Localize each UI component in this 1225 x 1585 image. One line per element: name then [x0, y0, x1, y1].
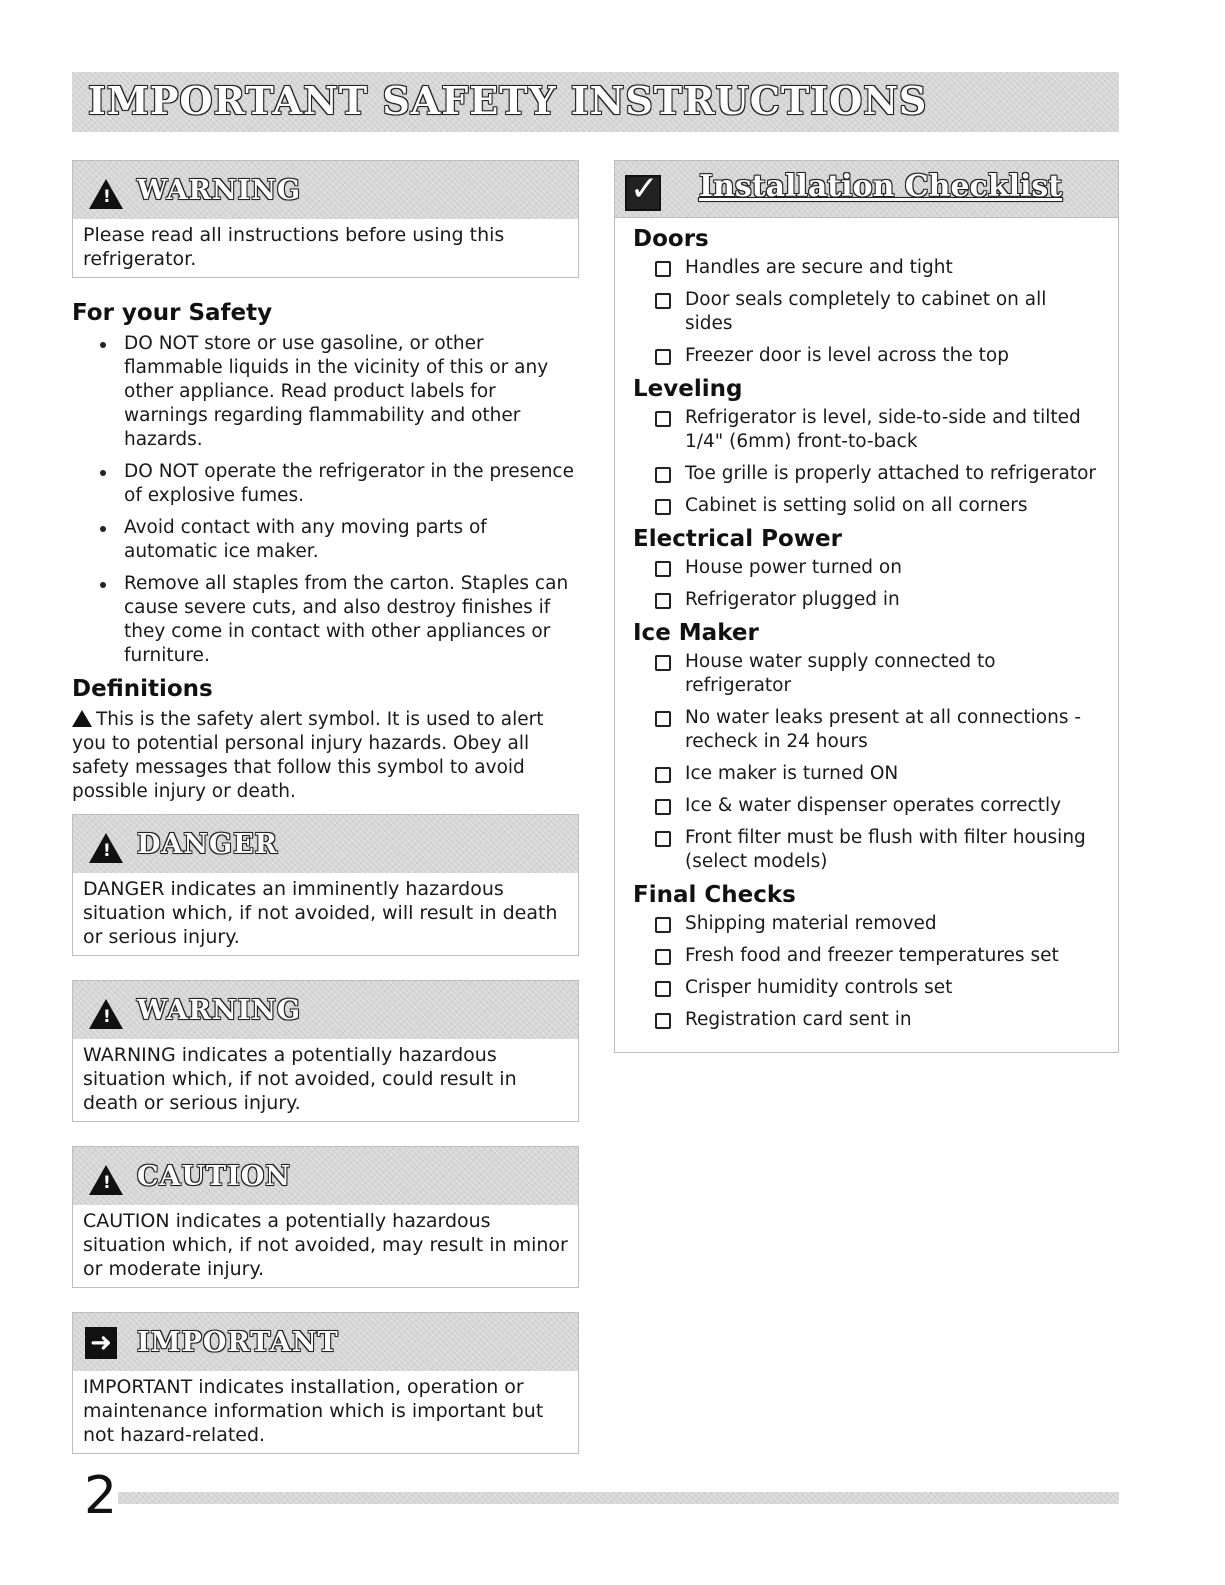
warning-definition-label: WARNING: [137, 995, 302, 1026]
checklist-item-text: Freezer door is level across the top: [685, 345, 1009, 366]
checklist-item-text: Fresh food and freezer temperatures set: [685, 945, 1059, 966]
definitions-paragraph: [72, 708, 579, 804]
checkbox-icon: [655, 799, 671, 815]
checkbox-icon: [655, 767, 671, 783]
safety-heading: For your Safety: [72, 300, 273, 326]
caution-text: CAUTION indicates a potentially hazardous situation which, if not avoided, may result in minor or moderate injury.: [73, 1205, 578, 1287]
checklist-section-heading: Electrical Power: [633, 526, 842, 552]
checklist-item: [615, 1008, 1118, 1032]
checkbox-icon: [655, 949, 671, 965]
checklist-item-text: Crisper humidity controls set: [685, 977, 953, 998]
checklist-section-list: [615, 256, 1118, 368]
warning-definition-text: WARNING indicates a potentially hazardous situation which, if not avoided, could result in death or serious injury.: [73, 1039, 578, 1121]
checklist-section-list: [615, 556, 1118, 612]
checkbox-icon: [655, 467, 671, 483]
checklist-section-list: [615, 650, 1118, 874]
warning-definition-notice: [72, 980, 579, 1122]
arrow-right-icon: ➜: [85, 1327, 117, 1359]
checklist-section-list: [615, 406, 1118, 518]
checklist-item: [615, 944, 1118, 968]
checklist-item: [615, 588, 1118, 612]
checkbox-icon: [655, 593, 671, 609]
checkbox-icon: [655, 831, 671, 847]
checklist-panel: [614, 218, 1119, 1053]
checklist-section-heading: Final Checks: [633, 882, 796, 908]
warning-definition-header: [73, 981, 578, 1039]
checkbox-icon: [655, 1013, 671, 1029]
checklist-item-text: Door seals completely to cabinet on all sides: [685, 289, 1047, 334]
checklist-item: [615, 494, 1118, 518]
checkbox-icon: [655, 561, 671, 577]
caution-notice: [72, 1146, 579, 1288]
checklist-header: [614, 160, 1119, 218]
important-header: [73, 1313, 578, 1371]
caution-label: CAUTION: [137, 1161, 291, 1192]
danger-text: DANGER indicates an imminently hazardous situation which, if not avoided, will result in death or serious injury.: [73, 873, 578, 955]
checkbox-icon: [655, 293, 671, 309]
checklist-item: [615, 256, 1118, 280]
warning-label: WARNING: [137, 175, 302, 206]
checklist-item-text: House water supply connected to refrigerator: [685, 651, 996, 696]
checklist-item: [615, 462, 1118, 486]
checklist-section-heading: Ice Maker: [633, 620, 759, 646]
definitions-heading: Definitions: [72, 676, 213, 702]
checklist-item: [615, 794, 1118, 818]
warning-triangle-icon: !: [89, 999, 123, 1029]
checklist-item-text: Shipping material removed: [685, 913, 937, 934]
checklist-title: Installation Checklist: [699, 169, 1063, 204]
checklist-item-text: Handles are secure and tight: [685, 257, 953, 278]
checkbox-icon: [655, 499, 671, 515]
definitions-text: This is the safety alert symbol. It is used to alert you to potential personal injury hazards. Obey all safety messages that follow this symbol to avoid possible injury or death.: [72, 709, 544, 802]
page-title: IMPORTANT SAFETY INSTRUCTIONS: [88, 78, 928, 123]
safety-item: Remove all staples from the carton. Staples can cause severe cuts, and also destroy finishes if they come in contact with other appliances or furniture.: [124, 572, 579, 668]
checkbox-icon: [655, 261, 671, 277]
warning-text: Please read all instructions before using this refrigerator.: [73, 219, 578, 277]
checklist-item: [615, 762, 1118, 786]
checklist-item: [615, 556, 1118, 580]
checklist-item-text: No water leaks present at all connections - recheck in 24 hours: [685, 707, 1082, 752]
checkbox-icon: [655, 655, 671, 671]
checkbox-icon: [655, 711, 671, 727]
safety-item: DO NOT operate the refrigerator in the presence of explosive fumes.: [124, 460, 579, 508]
checklist-item: [615, 406, 1118, 454]
checklist-section-heading: Leveling: [633, 376, 743, 402]
checklist-item-text: Refrigerator is level, side-to-side and tilted 1/4" (6mm) front-to-back: [685, 407, 1081, 452]
important-text: IMPORTANT indicates installation, operation or maintenance information which is important but not hazard-related.: [73, 1371, 578, 1453]
checklist-item-text: House power turned on: [685, 557, 902, 578]
important-label: IMPORTANT: [137, 1327, 339, 1358]
checkbox-icon: [655, 981, 671, 997]
danger-header: [73, 815, 578, 873]
danger-notice: [72, 814, 579, 956]
checklist-item: [615, 976, 1118, 1000]
checklist-item: [615, 650, 1118, 698]
warning-triangle-icon: !: [89, 179, 123, 209]
checkbox-icon: [655, 349, 671, 365]
warning-header: [73, 161, 578, 219]
checklist-item: [615, 288, 1118, 336]
safety-list: [72, 332, 579, 668]
safety-item: Avoid contact with any moving parts of automatic ice maker.: [124, 516, 579, 564]
left-column: [72, 160, 579, 1454]
checklist-item-text: Cabinet is setting solid on all corners: [685, 495, 1028, 516]
checkbox-checked-icon: [625, 175, 661, 211]
page-number: 2: [84, 1466, 118, 1526]
important-notice: [72, 1312, 579, 1454]
checklist-section-heading: Doors: [633, 226, 709, 252]
checklist-item-text: Toe grille is properly attached to refrigerator: [685, 463, 1097, 484]
warning-notice: [72, 160, 579, 278]
safety-item: DO NOT store or use gasoline, or other flammable liquids in the vicinity of this or any other appliance. Read product labels for warnings regarding flammability and other hazards.: [124, 332, 579, 452]
checklist-item-text: Refrigerator plugged in: [685, 589, 900, 610]
page-header: [72, 72, 1119, 132]
checklist-item-text: Registration card sent in: [685, 1009, 912, 1030]
checkbox-icon: [655, 917, 671, 933]
caution-triangle-icon: !: [89, 1165, 123, 1195]
checkbox-icon: [655, 411, 671, 427]
checklist-item: [615, 706, 1118, 754]
checklist-item-text: Ice & water dispenser operates correctly: [685, 795, 1062, 816]
right-column: [614, 160, 1119, 1053]
danger-triangle-icon: !: [89, 833, 123, 863]
safety-alert-icon: [72, 710, 92, 727]
checklist-item: [615, 826, 1118, 874]
checklist-item: [615, 912, 1118, 936]
danger-label: DANGER: [137, 829, 279, 860]
caution-header: [73, 1147, 578, 1205]
footer-bar: [118, 1492, 1119, 1504]
checklist-item: [615, 344, 1118, 368]
checklist-item-text: Front filter must be flush with filter housing (select models): [685, 827, 1086, 872]
checklist-section-list: [615, 912, 1118, 1032]
checklist-item-text: Ice maker is turned ON: [685, 763, 899, 784]
